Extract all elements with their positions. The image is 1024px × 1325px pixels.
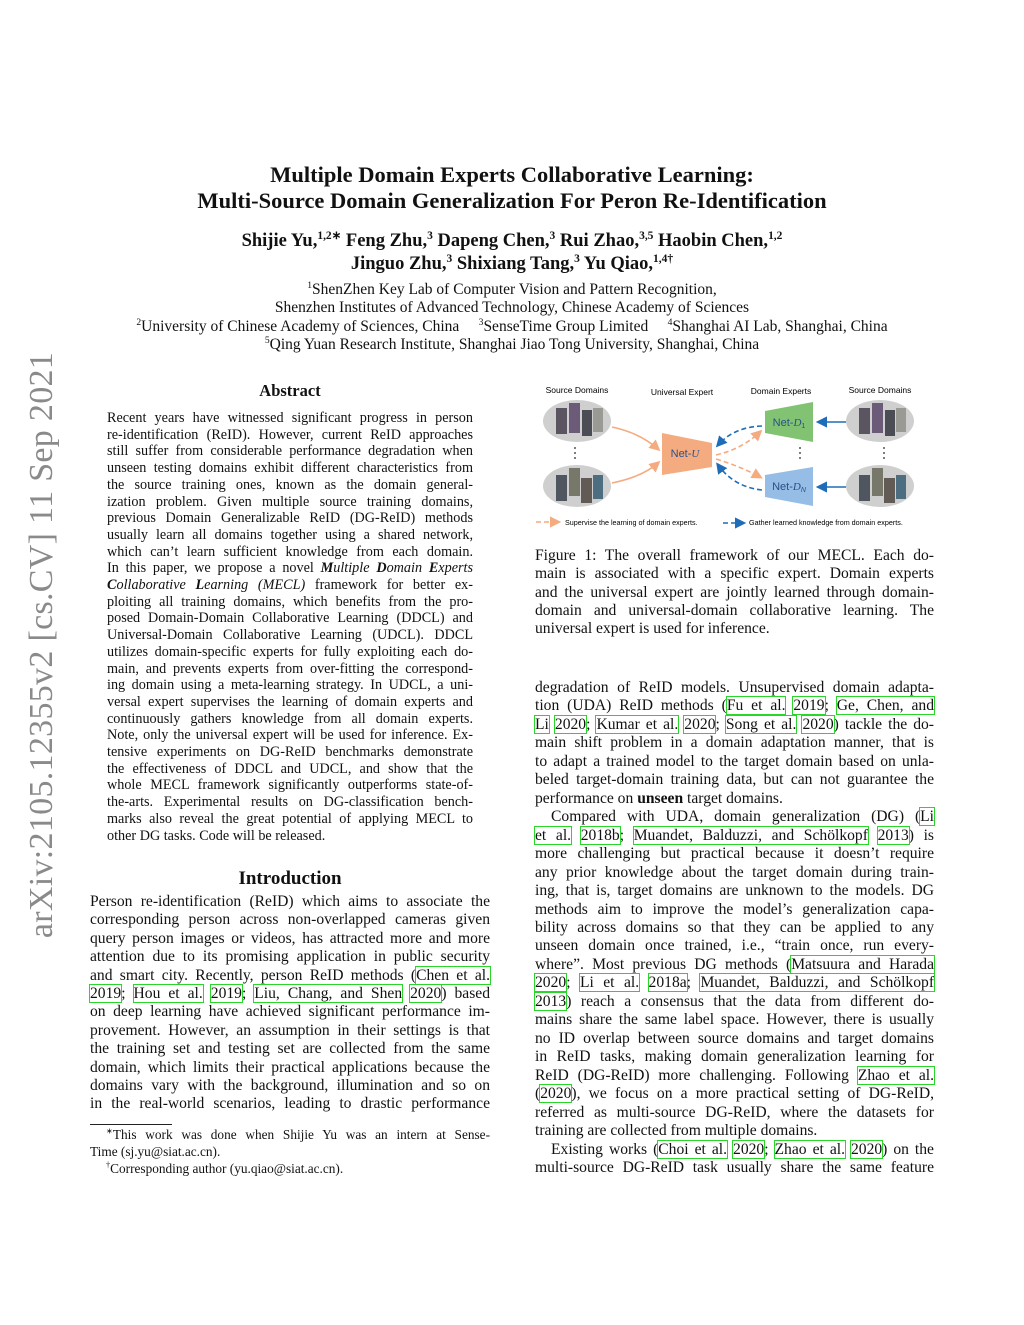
text-run: ; (241, 985, 255, 1002)
citation-link[interactable]: 2020 (554, 715, 587, 733)
text-line: main, and prevents experts from over-fitting the correspond- (107, 660, 473, 677)
citation-link[interactable]: Song et al. (725, 715, 797, 733)
citation-link[interactable]: Matsuura and Harada (791, 955, 934, 973)
text-line: unseen domain once trained, i.e., “train once, run every- (535, 937, 934, 955)
text-run: ( (535, 1085, 541, 1103)
text-line (535, 790, 934, 808)
text-line: training are collected from multiple domains. (535, 1122, 818, 1140)
net-dn-label: Net-DN (772, 481, 806, 494)
text-run (868, 827, 878, 844)
citation-link[interactable]: et al. (535, 826, 572, 844)
arxiv-identifier-stamp: arXiv:2105.12355v2 [cs.CV] 11 Sep 2021 (23, 351, 60, 939)
superscript-mark: 3 (478, 316, 484, 328)
text-line: the training set and testing set are collected from the same (90, 1040, 490, 1058)
citation-link[interactable]: Hou et al. (133, 985, 203, 1002)
text-run: ; (619, 826, 634, 844)
text-run: performance on (535, 789, 638, 807)
text-run: Shijie Yu, (241, 231, 318, 251)
citation-link[interactable]: 2020 (535, 974, 567, 992)
affiliation-line (0, 299, 1024, 317)
author-line (0, 253, 1024, 276)
source-domain-image-group-1-right (846, 400, 914, 442)
header-universal-expert: Universal Expert (650, 387, 714, 397)
citation-link[interactable]: 2013 (535, 992, 567, 1010)
superscript-mark: 5 (264, 334, 270, 346)
citation-link[interactable]: Choi et al. (658, 1140, 728, 1158)
text-line: degradation of ReID models. Unsupervised domain adapta- (535, 679, 934, 696)
superscript-mark: 3 (446, 252, 453, 265)
emphasized-text: xperts (438, 560, 473, 577)
emphasized-text: D (376, 560, 387, 577)
text-run: framework for better ex- (305, 577, 473, 593)
text-line: ing, that is, target domains are unknown to the models. DG (535, 882, 934, 900)
citation-link[interactable]: Kumar et al. (596, 715, 679, 733)
text-run: target domains. (683, 789, 783, 807)
text-line (535, 827, 934, 845)
text-line: ization problem. Given multiple source training domains, (107, 493, 473, 510)
emphasized-text: earning (MECL) (204, 577, 306, 593)
superscript-mark: 4 (667, 316, 673, 328)
text-run: SenseTime Group Limited (483, 317, 668, 335)
citation-link[interactable]: 2020 (802, 715, 834, 733)
text-run: ShenZhen Key Lab of Computer Vision and Pattern Recognition, (312, 281, 717, 298)
citation-link[interactable]: 2018b (580, 826, 620, 844)
legend-gather: Gather learned knowledge from domain experts. (749, 518, 903, 527)
text-run: ; (715, 715, 726, 733)
text-run: In this paper, we propose a novel (107, 560, 321, 577)
text-line: marks also reveal the great potential of applying MECL to (107, 810, 473, 827)
text-line: posed Domain-Domain Collaborative Learning (DDCL) and (107, 610, 473, 627)
text-line: the source training ones, known as the domain general- (107, 476, 473, 493)
text-line (535, 1067, 934, 1085)
text-line: corresponding person across non-overlapped cameras given (90, 911, 490, 929)
superscript-mark: 3 (549, 229, 556, 242)
text-line: query person images or videos, has attracted more and more (90, 929, 490, 947)
text-line (535, 697, 934, 715)
text-run: ; (586, 715, 597, 733)
text-line: to adapt a trained model to the target domain based on unla- (535, 752, 934, 770)
citation-link[interactable]: Li (535, 715, 549, 733)
text-line: utilizes domain-specific experts for fully exploiting each do- (107, 643, 473, 660)
text-line (107, 577, 473, 594)
text-line: ing domain using a meta-learning strategy. In UDCL, a uni- (107, 677, 473, 694)
text-run: ) on the (882, 1140, 934, 1158)
text-line: unseen testing domains exhibit different characteristics from (107, 460, 473, 477)
text-run: Qing Yuan Research Institute, Shanghai Jiao Tong University, Shanghai, China (269, 335, 760, 353)
text-run: ; (686, 974, 701, 992)
text-line: still suffer from considerable performance degradation when (107, 443, 473, 460)
text-run: Compared with UDA, domain generalization (DG) ( (551, 808, 921, 826)
text-line: re-identification (ReID). However, current ReID approaches (107, 426, 473, 443)
paper-title-line-1: Multiple Domain Experts Collaborative Learning: (270, 162, 754, 187)
text-run: Haobin Chen, (653, 231, 769, 251)
text-run: ) based (441, 985, 491, 1002)
text-line: ploiting all training domains, which benefits from the pro- (107, 593, 473, 610)
text-line: in the real-world scenarios, leading to drastic performance (90, 1095, 490, 1113)
net-u-label: Net-U (670, 448, 700, 460)
citation-link[interactable]: 2020 (410, 985, 442, 1002)
text-line: any prior knowledge about the target domain during train- (535, 863, 934, 881)
header-source-domains-left: Source Domains (545, 385, 609, 395)
header-domain-experts: Domain Experts (750, 386, 812, 396)
citation-link[interactable]: 2013 (877, 826, 909, 844)
author-line (0, 230, 1024, 253)
text-run (402, 985, 410, 1002)
text-line: beled target-domain training data, but can not guarantee the (535, 771, 934, 789)
text-run: Jinguo Zhu, (350, 254, 447, 274)
citation-link[interactable]: Liu, Chang, and Shen (254, 985, 403, 1002)
text-run: Time (sj.yu@siat.ac.cn). (90, 1144, 221, 1159)
text-run: ; (566, 974, 580, 992)
text-run: Rui Zhao, (555, 231, 640, 251)
text-run: ; (121, 985, 134, 1002)
emphasized-text: E (428, 560, 439, 577)
header-source-domains-right: Source Domains (848, 385, 912, 395)
superscript-mark: 3 (574, 252, 580, 265)
text-line: Person re-identification (ReID) which aims to associate the (90, 893, 490, 910)
abstract-heading: Abstract (259, 381, 321, 400)
text-run: Shanghai AI Lab, Shanghai, China (672, 317, 888, 335)
text-line (535, 1141, 934, 1159)
citation-link[interactable]: 2019 (793, 697, 825, 715)
ellipsis-dots (574, 447, 885, 459)
citation-link[interactable]: 2020 (733, 1140, 765, 1158)
text-run: ; (764, 1140, 775, 1158)
citation-link[interactable]: Fu et al. (726, 697, 786, 715)
text-line: attention due to its promising application in public security (90, 948, 490, 966)
citation-link[interactable]: 2020 (850, 1140, 883, 1158)
citation-link[interactable]: Muandet, Balduzzi, and Schölkopf (633, 826, 868, 844)
text-run: Shixiang Tang, (452, 254, 575, 274)
text-run: Existing works ( (551, 1140, 659, 1158)
text-line: which can’t learn sufficient knowledge from each domain. (107, 543, 473, 560)
figure-1-framework-diagram (530, 375, 940, 535)
text-line: domains vary with the background, illumination and so on (90, 1077, 490, 1094)
superscript-mark: 2 (136, 316, 142, 328)
text-run (639, 974, 648, 991)
superscript-mark: 3,5 (639, 229, 654, 242)
text-line: universal expert is used for inference. (535, 620, 770, 638)
citation-link[interactable]: Zhao et al. (774, 1140, 845, 1158)
paper-title-line-2: Multi-Source Domain Generalization For Peron Re-Identification (197, 188, 827, 213)
citation-link[interactable]: 2020 (540, 1085, 572, 1103)
superscript-mark: 1,2∗ (317, 229, 342, 242)
affiliation-line (0, 336, 1024, 354)
text-line: provement. However, an assumption in their settings is that (90, 1021, 490, 1039)
text-line (535, 1085, 934, 1103)
text-run: Yu Qiao, (579, 254, 654, 274)
emphasized-text: M (320, 560, 334, 577)
text-line: versal expert supervises the learning of domain experts and (107, 693, 473, 710)
text-run: where”. Most previous DG methods ( (535, 955, 792, 973)
text-line: domain, which limits their practical applications because the (90, 1058, 490, 1076)
text-line: the-arts. Experimental results on DG-classification bench- (107, 794, 473, 811)
text-line: the effectiveness of DDCL and UDCL, and show that the (107, 760, 473, 777)
emphasized-text: L (195, 577, 205, 593)
text-line: Universal-Domain Collaborative Learning (UDCL). DDCL (107, 627, 473, 644)
superscript-mark: ∗ (106, 1126, 113, 1136)
citation-link[interactable]: Chen et al. (416, 966, 490, 984)
text-line: referred as multi-source DG-ReID, where the datasets for (535, 1103, 934, 1121)
text-line: whole MECL framework significantly outperforms state-of- (107, 777, 473, 794)
text-line (535, 993, 934, 1011)
text-run: Dapeng Chen, (432, 231, 550, 251)
text-line: mains share the same label space. However, there is usually (535, 1011, 934, 1029)
text-line (535, 974, 934, 992)
text-run: ) reach a consensus that the data from different do- (566, 992, 934, 1010)
text-line: previous Domain Generalizable ReID (DG-ReID) methods (107, 510, 473, 527)
text-line (90, 1126, 490, 1143)
citation-link[interactable]: 2019 (210, 985, 242, 1002)
citation-link[interactable]: Li (920, 808, 934, 826)
superscript-mark: 1 (307, 279, 313, 291)
emphasized-text: omain (386, 560, 429, 577)
text-line: continuously gathers knowledge from all domain experts. (107, 710, 473, 727)
source-domain-image-group-n (543, 465, 611, 507)
text-run: and smart city. Recently, person ReID methods ( (90, 966, 417, 984)
citation-link[interactable]: Zhao et al. (857, 1066, 934, 1084)
text-run: Shenzhen Institutes of Advanced Technology, Chinese Academy of Sciences (274, 299, 750, 317)
text-line: usually learn all domains together using a shared network, (107, 526, 473, 543)
text-line: main shift problem in a domain adaptation manner, that is (535, 734, 934, 752)
text-line (90, 967, 490, 985)
text-run: ) tackle the do- (833, 715, 935, 733)
text-run: Feng Zhu, (341, 231, 428, 251)
text-line: domain and universal-domain collaborative learning. The (535, 601, 934, 619)
text-run (203, 985, 211, 1002)
text-run: ReID (DG-ReID) more challenging. Following (535, 1066, 858, 1084)
affiliation-line (0, 281, 1024, 299)
text-run (549, 716, 555, 733)
footnote-divider (90, 1124, 172, 1125)
text-line: main is associated with a specific expert. Domain experts (535, 565, 934, 583)
affiliations (0, 281, 1024, 354)
text-run: tion (UDA) ReID methods ( (535, 697, 727, 715)
emphasized-text: ollaborative (116, 577, 196, 593)
text-line: in ReID tasks, making domain generalization learning for (535, 1048, 934, 1066)
text-line: Figure 1: The overall framework of our MECL. Each do- (535, 547, 934, 564)
text-line: on deep learning have achieved significant performance im- (90, 1003, 490, 1021)
text-line (535, 716, 934, 734)
citation-link[interactable]: Li et al. (579, 974, 640, 992)
text-line (90, 1143, 490, 1160)
text-run: ; (824, 697, 837, 715)
source-domain-image-group-n-right (846, 465, 914, 507)
text-line: no ID overlap between source domains and target domains (535, 1029, 934, 1047)
text-line (90, 985, 490, 1003)
emphasized-text: C (107, 577, 117, 593)
source-domain-image-group-1 (543, 400, 611, 442)
citation-link[interactable]: Ge, Chen, and (836, 697, 934, 715)
text-line (535, 956, 934, 974)
text-run: Corresponding author (yu.qiao@siat.ac.cn). (110, 1161, 344, 1176)
text-line: more challenging but practical because it doesn’t require (535, 845, 934, 863)
text-line: Recent years have witnessed significant progress in person (107, 410, 473, 426)
text-run: This work was done when Shijie Yu was an intern at Sense- (112, 1127, 490, 1142)
superscript-mark: 3 (427, 229, 433, 242)
text-line (107, 560, 473, 577)
citation-link[interactable]: 2018a (648, 974, 687, 992)
text-line (535, 808, 934, 826)
introduction-heading: Introduction (238, 868, 342, 889)
text-line: and the universal expert are jointly learned through domain- (535, 583, 934, 601)
author-list (0, 230, 1024, 276)
text-run: University of Chinese Academy of Sciences, China (141, 317, 479, 335)
text-line: Note, only the universal expert will be used for inference. Ex- (107, 727, 473, 744)
citation-link[interactable]: Muandet, Balduzzi, and Schölkopf (700, 974, 935, 992)
text-line: methods aim to improve the model’s generalization capa- (535, 900, 934, 918)
text-run: ), we focus on a more practical setting of DG-ReID, (571, 1085, 934, 1103)
bold-text: unseen (637, 789, 684, 807)
legend-supervise: Supervise the learning of domain experts. (565, 518, 698, 527)
text-run (571, 827, 581, 844)
text-line: multi-source DG-ReID task usually share the same feature (535, 1158, 934, 1176)
superscript-mark: † (106, 1160, 111, 1170)
text-line: other DG tasks. Code will be released. (107, 827, 326, 844)
citation-link[interactable]: 2020 (684, 715, 716, 733)
net-d1-label: Net-D1 (772, 417, 806, 430)
superscript-mark: 1,2 (768, 229, 783, 242)
superscript-mark: 1,4† (653, 252, 674, 265)
text-line: tensive experiments on DG-ReID benchmarks demonstrate (107, 744, 473, 760)
affiliation-line (0, 318, 1024, 336)
citation-link[interactable]: 2019 (90, 985, 122, 1002)
emphasized-text: ultiple (333, 560, 377, 577)
text-run: ) is (908, 826, 934, 844)
text-line (90, 1160, 490, 1177)
text-line: bility across domains so that they can be applied to any (535, 918, 934, 936)
